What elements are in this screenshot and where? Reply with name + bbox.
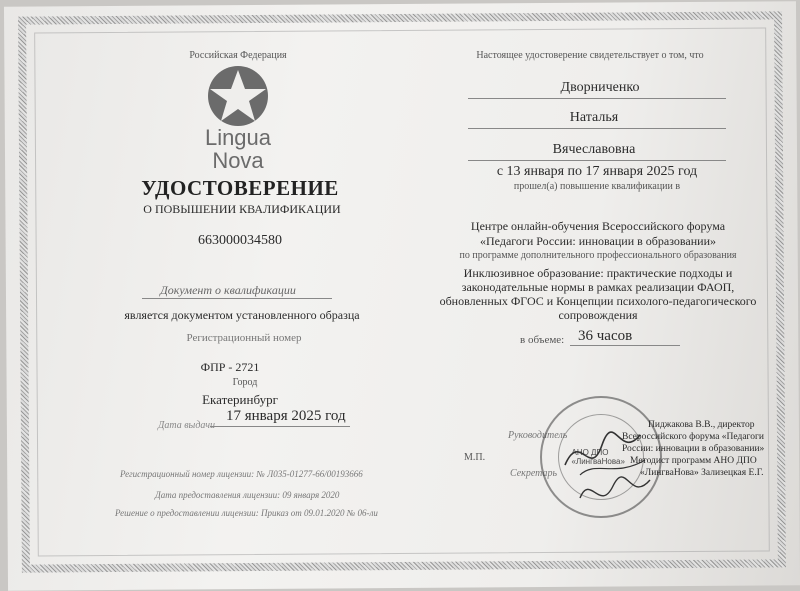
recipient-name: Наталья [569,110,619,125]
signatory-line-1: Пиджакова В.В., директор [648,420,755,430]
volume-hours: 36 часов [578,328,633,344]
document-subtitle: О ПОВЫШЕНИИ КВАЛИФИКАЦИИ [143,202,341,216]
program-line-1: Инклюзивное образование: практические подходы и [463,266,733,280]
document-title: УДОСТОВЕРЕНИЕ [141,176,339,200]
certificate-number: 663000034580 [198,233,282,248]
country-label: Российская Федерация [189,50,287,61]
signatory-line-5: «ЛингваНова» Зализецкая Е.Г. [640,468,764,478]
reg-number: ФПР - 2721 [200,360,260,374]
reg-number-label: Регистрационный номер [186,332,302,344]
doc-qualification-label: Документ о квалификации [160,283,296,297]
organization-line-1: Центре онлайн-обучения Всероссийского форума [470,219,726,233]
volume-label: в объеме: [520,334,565,346]
underline [570,345,680,346]
recipient-patronymic: Вячеславовна [552,142,636,157]
head-label: Руководитель [508,430,568,441]
underline [142,298,332,299]
logo-text-lingua: Lingua [204,125,272,150]
signatory-line-3: России: инновации в образовании» [622,444,765,454]
underline [468,98,726,99]
city: Екатеринбург [202,392,278,407]
organization-line-2: «Педагоги России: инновации в образовании» [480,234,716,248]
program-line-4: сопровождения [558,308,638,322]
signatory-line-4: Методист программ АНО ДПО [630,456,757,466]
secretary-label: Секретарь [510,468,558,479]
seal-place-label: М.П. [464,452,486,463]
license-decision: Решение о предоставлении лицензии: Приказ от 09.01.2020 № 06-ли [115,508,378,518]
stamp-text: АНО ДПО «ЛингваНова» [571,448,625,466]
program-label: по программе дополнительного профессионального образования [459,250,737,261]
date-label: Дата выдачи [158,420,216,431]
underline [468,128,726,129]
signatory-line-2: Всероссийского форума «Педагоги [622,432,764,442]
underline [468,160,726,161]
logo-text-nova: Nova [212,148,264,172]
license-date: Дата предоставления лицензии: 09 января 2020 [155,490,340,500]
program-line-2: законодательные нормы в рамках реализации ФАОП, [461,280,735,294]
study-period: с 13 января по 17 января 2025 год [496,164,698,179]
doc-status: является документом установленного образца [124,308,360,322]
recipient-surname: Дворниченко [560,80,640,95]
city-label: Город [232,377,258,388]
program-line-3: обновленных ФГОС и Концепции психолого-педагогического [439,294,757,308]
issue-date: 17 января 2025 год [226,408,346,424]
intro-text: Настоящее удостоверение свидетельствует о том, что [476,50,704,61]
lingua-nova-logo [188,62,288,172]
underline [210,426,350,427]
passed-text: прошел(а) повышение квалификации в [513,181,681,192]
license-number: Регистрационный номер лицензии: № Л035-01277-66/00193666 [120,469,363,479]
